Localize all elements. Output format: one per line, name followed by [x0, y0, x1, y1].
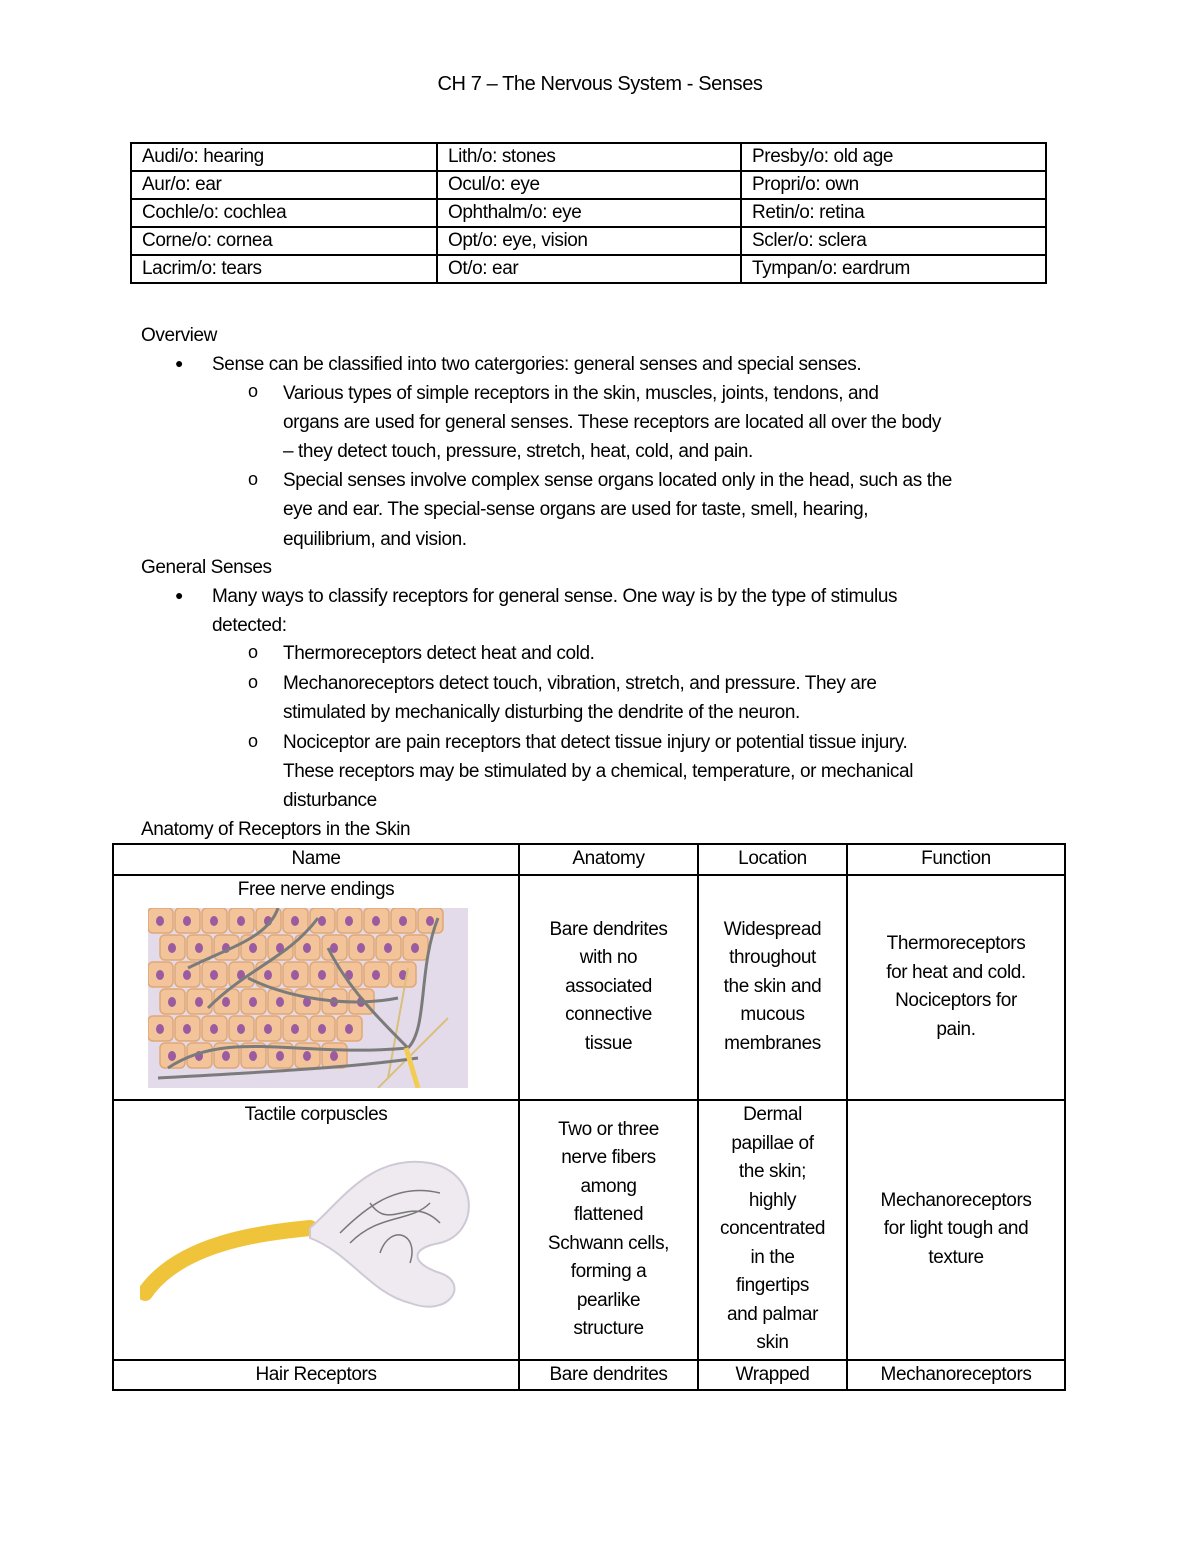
term-cell: Tympan/o: eardrum: [741, 255, 1046, 283]
text-line: Nociceptor are pain receptors that detect tissue injury or potential tissue injury.: [283, 732, 908, 753]
cell-line: Bare dendrites: [549, 918, 668, 940]
cell-line: with no: [579, 947, 638, 969]
receptor-anatomy-table: [112, 843, 1066, 1391]
overview-bullet: Sense can be classified into two catergories: general senses and special senses.: [212, 354, 862, 375]
term-row: [131, 171, 1046, 199]
term-cell: Ocul/o: eye: [437, 171, 741, 199]
cell-line: the skin and: [723, 975, 822, 997]
header-anatomy: Anatomy: [519, 844, 698, 875]
cell-line: the skin;: [738, 1161, 807, 1183]
text-line: Various types of simple receptors in the skin, muscles, joints, tendons, and: [283, 383, 879, 404]
anatomy-cell: [519, 875, 698, 1100]
sub-bullet-icon: o: [248, 731, 258, 751]
cell-line: Dermal: [743, 1104, 802, 1126]
term-cell: Ot/o: ear: [437, 255, 741, 283]
text-line: Many ways to classify receptors for general sense. One way is by the type of stimulus: [212, 586, 898, 607]
cell-line: Two or three: [558, 1118, 659, 1140]
cell-line: for heat and cold.: [886, 961, 1026, 983]
term-cell: Ophthalm/o: eye: [437, 199, 741, 227]
header-location: Location: [698, 844, 847, 875]
cell-line: pain.: [936, 1018, 976, 1040]
text-line: Mechanoreceptors detect touch, vibration, stretch, and pressure. They are: [283, 673, 877, 694]
cell-line: among: [580, 1175, 637, 1197]
anatomy-heading: Anatomy of Receptors in the Skin: [141, 819, 411, 840]
text-line: organs are used for general senses. These receptors are located all over the body: [283, 412, 941, 433]
term-row: [131, 227, 1046, 255]
cell-line: concentrated: [719, 1218, 826, 1240]
text-line: These receptors may be stimulated by a chemical, temperature, or mechanical: [283, 761, 914, 782]
cell-line: Nociceptors for: [895, 990, 1017, 1011]
cell-line: Widespread: [723, 918, 822, 940]
sub-bullet-icon: o: [248, 672, 258, 692]
term-cell: Opt/o: eye, vision: [437, 227, 741, 255]
cell-line: forming a: [570, 1261, 647, 1282]
free-nerve-endings-image: [148, 908, 468, 1088]
term-cell: Audi/o: hearing: [131, 143, 437, 171]
receptor-name: Free nerve endings: [237, 878, 395, 900]
cell-line: nerve fibers: [561, 1147, 656, 1168]
term-cell: Scler/o: sclera: [741, 227, 1046, 255]
text-line: eye and ear. The special-sense organs are used for taste, smell, hearing,: [283, 499, 869, 520]
header-name: Name: [113, 844, 519, 875]
term-cell: Cochle/o: cochlea: [131, 199, 437, 227]
overview-heading: Overview: [141, 325, 217, 346]
cell-line: membranes: [724, 1032, 821, 1054]
name-cell: [113, 875, 519, 1100]
name-cell: [113, 1100, 519, 1360]
name-cell: Hair Receptors: [113, 1360, 519, 1391]
cell-line: connective: [565, 1004, 652, 1026]
general-heading: General Senses: [141, 557, 272, 578]
cell-line: fingertips: [735, 1275, 810, 1297]
receptor-name: Tactile corpuscles: [244, 1103, 388, 1125]
tactile-corpuscle-image: [140, 1143, 480, 1313]
cell-line: for light tough and: [883, 1218, 1029, 1240]
cell-line: throughout: [729, 947, 816, 969]
terms-table: [130, 142, 1047, 284]
location-cell: [698, 1100, 847, 1360]
text-line: Special senses involve complex sense organs located only in the head, such as the: [283, 470, 952, 491]
cell-line: flattened: [573, 1204, 644, 1225]
function-cell: [847, 875, 1065, 1100]
cell-line: pearlike: [576, 1289, 641, 1311]
table-row: [113, 1100, 1065, 1360]
cell-line: tissue: [584, 1032, 633, 1054]
table-row: [113, 875, 1065, 1100]
text-line: Thermoreceptors detect heat and cold.: [283, 643, 595, 664]
text-line: detected:: [212, 615, 287, 636]
text-line: equilibrium, and vision.: [283, 529, 467, 550]
term-cell: Retin/o: retina: [741, 199, 1046, 227]
term-row: [131, 143, 1046, 171]
location-cell: [698, 875, 847, 1100]
cell-line: Schwann cells,: [547, 1232, 670, 1254]
term-cell: Lith/o: stones: [437, 143, 741, 171]
location-cell: Wrapped: [698, 1360, 847, 1391]
term-cell: Corne/o: cornea: [131, 227, 437, 255]
bullet-icon: ●: [175, 355, 184, 371]
table-row: [113, 1360, 1065, 1391]
cell-line: papillae of: [731, 1132, 814, 1154]
cell-line: associated: [565, 975, 652, 997]
function-cell: Mechanoreceptors: [847, 1360, 1065, 1391]
sub-bullet-icon: o: [248, 469, 258, 489]
term-cell: Propri/o: own: [741, 171, 1046, 199]
text-line: disturbance: [283, 790, 377, 811]
cell-line: mucous: [740, 1004, 805, 1026]
term-cell: Aur/o: ear: [131, 171, 437, 199]
anatomy-cell: [519, 1100, 698, 1360]
function-cell: [847, 1100, 1065, 1360]
sub-bullet-icon: o: [248, 381, 258, 401]
cell-line: structure: [573, 1318, 644, 1339]
cell-line: in the: [750, 1246, 795, 1268]
cell-line: highly: [748, 1189, 797, 1211]
text-line: – they detect touch, pressure, stretch, heat, cold, and pain.: [283, 441, 753, 462]
cell-line: Mechanoreceptors: [880, 1189, 1032, 1211]
term-cell: Lacrim/o: tears: [131, 255, 437, 283]
term-cell: Presby/o: old age: [741, 143, 1046, 171]
term-row: [131, 255, 1046, 283]
cell-line: skin: [756, 1332, 789, 1354]
cell-line: Thermoreceptors: [886, 933, 1026, 954]
header-function: Function: [847, 844, 1065, 875]
text-line: stimulated by mechanically disturbing the dendrite of the neuron.: [283, 702, 800, 723]
cell-line: texture: [928, 1246, 984, 1268]
bullet-icon: ●: [175, 587, 184, 603]
term-row: [131, 199, 1046, 227]
sub-bullet-icon: o: [248, 642, 258, 662]
page-title: CH 7 – The Nervous System - Senses: [437, 73, 763, 95]
cell-line: and palmar: [726, 1303, 819, 1325]
anatomy-cell: Bare dendrites: [519, 1360, 698, 1391]
